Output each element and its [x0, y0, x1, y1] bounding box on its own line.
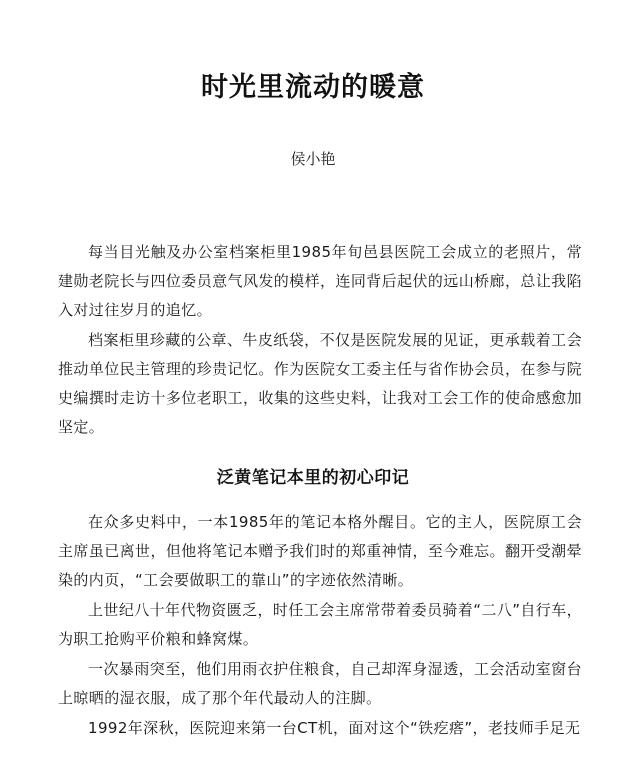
article-author: 侯小艳 [290, 150, 336, 168]
paragraph: 档案柜里珍藏的公章、牛皮纸袋，不仅是医院发展的见证，更承载着工会推动单位民主管理的珍贵记忆。作为医院女工委主任与省作协会员，在参与院史编撰时走访十多位老职工，收集的这些史料，让我对工会工作的使命感愈加坚定。 [58, 331, 582, 436]
paragraph: 一次暴雨突至，他们用雨衣护住粮食，自己却浑身湿透，工会活动室窗台上晾晒的湿衣服，成了那个年代最动人的注脚。 [58, 660, 582, 707]
paragraph: 1992年深秋，医院迎来第一台CT机，面对这个“铁疙瘩”，老技师手足无 [88, 719, 581, 737]
paragraph: 上世纪八十年代物资匮乏，时任工会主席常带着委员骑着“二八”自行车，为职工抢购平价粮和蜂窝煤。 [58, 601, 582, 648]
paragraph: 在众多史料中，一本1985年的笔记本格外醒目。它的主人，医院原工会主席虽已离世，但他将笔记本赠予我们时的郑重神情，至今难忘。翻开受潮晕染的内页，“工会要做职工的靠山”的字迹依然清晰。 [58, 513, 582, 589]
section-heading: 泛黄笔记本里的初心印记 [216, 468, 410, 488]
notebook-section [58, 508, 582, 744]
paragraph: 每当目光触及办公室档案柜里1985年旬邑县医院工会成立的老照片，常建勋老院长与四位委员意气风发的模样，连同背后起伏的远山桥廊，总让我陷入对过往岁月的追忆。 [58, 243, 582, 319]
article-title: 时光里流动的暖意 [201, 72, 425, 103]
intro-section [58, 238, 582, 443]
